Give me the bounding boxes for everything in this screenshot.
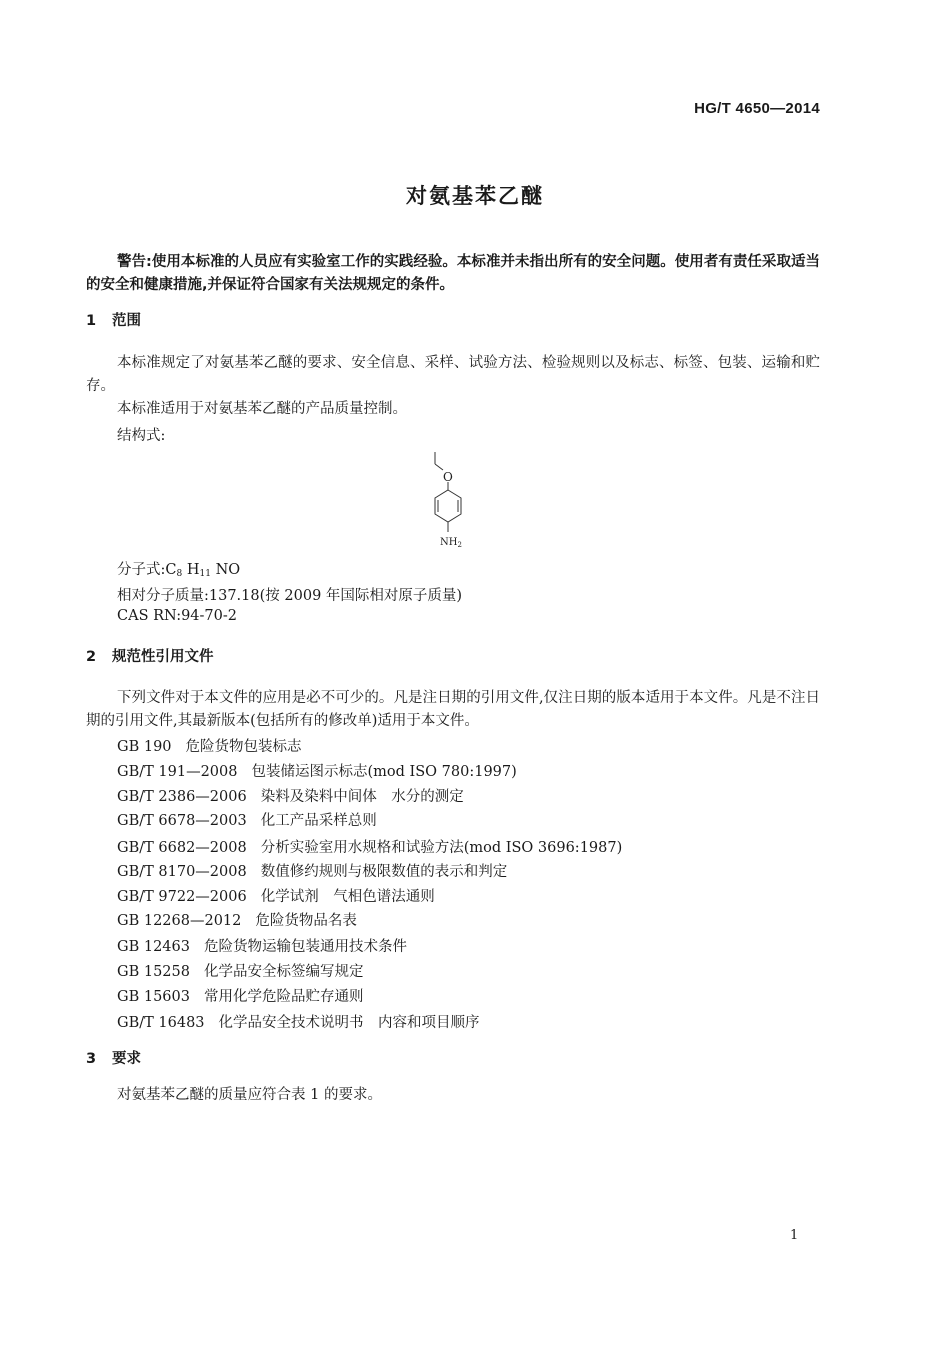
reference-code: GB 190 <box>117 739 172 755</box>
section-number: 1 <box>86 313 97 329</box>
reference-title: 化工产品采样总则 <box>260 813 377 829</box>
reference-item <box>117 885 435 905</box>
reference-item <box>117 860 507 880</box>
reference-item <box>117 836 622 856</box>
reference-title: 化学品安全标签编写规定 <box>203 964 364 980</box>
section-3-heading <box>86 1047 141 1068</box>
reference-code: GB/T 2386—2006 <box>117 789 247 805</box>
reference-title: 化学品安全技术说明书 内容和项目顺序 <box>218 1015 480 1031</box>
standard-code: HG/T 4650—2014 <box>694 100 820 117</box>
cas-number: CAS RN:94-70-2 <box>117 608 238 624</box>
section-title: 要求 <box>112 1051 141 1067</box>
section-1-heading <box>86 309 141 330</box>
structure-label: 结构式: <box>117 428 166 444</box>
scope-paragraph-1: 本标准规定了对氨基苯乙醚的要求、安全信息、采样、试验方法、检验规则以及标志、标签、包装、运输和贮存。 <box>86 355 820 394</box>
section-number: 2 <box>86 649 97 665</box>
chemical-structure-diagram <box>405 448 495 558</box>
scope-paragraph-2: 本标准适用于对氨基苯乙醚的产品质量控制。 <box>117 401 407 417</box>
reference-item <box>117 909 357 929</box>
reference-item <box>117 935 407 955</box>
reference-title: 常用化学危险品贮存通则 <box>203 989 364 1005</box>
reference-item <box>117 1011 480 1031</box>
reference-code: GB/T 6678—2003 <box>117 813 247 829</box>
reference-title: 危险货物运输包装通用技术条件 <box>203 939 407 955</box>
molecular-formula: 分子式$:C_8$ $H_{11}$ NO <box>117 562 241 579</box>
section-number: 3 <box>86 1051 97 1067</box>
reference-title: 染料及染料中间体 水分的测定 <box>260 789 464 805</box>
reference-code: GB/T 191—2008 <box>117 764 238 780</box>
reference-title: 危险货物包装标志 <box>185 739 302 755</box>
molecular-mass: 相对分子质量:137.18(按 2009 年国际相对原子质量) <box>117 588 463 604</box>
reference-code: GB/T 16483 <box>117 1015 205 1031</box>
svg-text:NH2: $NH_2$ <box>440 537 462 549</box>
reference-title: 包装储运图示标志(mod ISO 780:1997) <box>251 764 517 780</box>
section-2-heading <box>86 645 214 666</box>
reference-item <box>117 809 377 829</box>
safety-warning: 警告:使用本标准的人员应有实验室工作的实践经验。本标准并未指出所有的安全问题。使用者有责任采取适当的安全和健康措施,并保证符合国家有关法规规定的条件。 <box>86 254 820 293</box>
reference-code: GB 15603 <box>117 989 190 1005</box>
section-title: 范围 <box>112 313 141 329</box>
reference-title: 化学试剂 气相色谱法通则 <box>260 889 435 905</box>
reference-code: GB/T 6682—2008 <box>117 840 247 856</box>
benzene-ring-icon <box>405 448 495 558</box>
reference-code: GB 15258 <box>117 964 190 980</box>
reference-item <box>117 785 464 805</box>
reference-item <box>117 760 517 780</box>
reference-title: 分析实验室用水规格和试验方法(mod ISO 3696:1987) <box>260 840 623 856</box>
requirements-paragraph: 对氨基苯乙醚的质量应符合表 1 的要求。 <box>117 1087 382 1103</box>
page-number: 1 <box>790 1228 799 1243</box>
reference-code: GB 12463 <box>117 939 190 955</box>
reference-code: GB/T 8170—2008 <box>117 864 247 880</box>
normative-references-intro: 下列文件对于本文件的应用是必不可少的。凡是注日期的引用文件,仅注日期的版本适用于本文件。凡是不注日期的引用文件,其最新版本(包括所有的修改单)适用于本文件。 <box>86 690 820 729</box>
reference-item <box>117 735 302 755</box>
reference-code: GB/T 9722—2006 <box>117 889 247 905</box>
reference-title: 危险货物品名表 <box>255 913 357 929</box>
reference-item <box>117 960 363 980</box>
reference-item <box>117 985 363 1005</box>
section-title: 规范性引用文件 <box>112 649 214 665</box>
reference-title: 数值修约规则与极限数值的表示和判定 <box>260 864 508 880</box>
reference-code: GB 12268—2012 <box>117 913 242 929</box>
svg-text:O: O <box>443 470 453 484</box>
document-title: 对氨基苯乙醚 <box>406 184 544 208</box>
